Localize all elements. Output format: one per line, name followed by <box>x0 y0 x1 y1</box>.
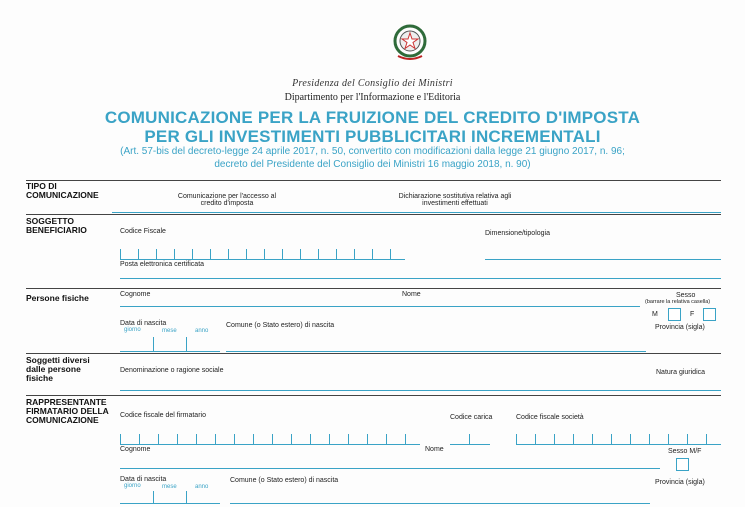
rapp-cognome-nome-input[interactable] <box>120 468 660 469</box>
divider <box>26 180 721 181</box>
rapp-data-nascita-input[interactable] <box>120 489 220 504</box>
rapp-nome-label: Nome <box>425 446 444 453</box>
rapp-sesso-checkbox[interactable] <box>676 458 689 471</box>
rappresentante-section-label: RAPPRESENTANTE FIRMATARIO DELLA COMUNICAZIONE <box>26 397 109 425</box>
provincia-label: Provincia (sigla) <box>655 324 705 331</box>
data-nascita-label: Data di nascita <box>120 320 167 327</box>
persone-fisiche-label: Persone fisiche <box>26 293 89 303</box>
divider <box>26 288 721 289</box>
form-subtitle-line1: (Art. 57-bis del decreto-legge 24 aprile 2017, n. 50, convertito con modificazioni dalla legge 21 giugno 2017, n. 96; <box>120 146 625 157</box>
comune-nascita-input[interactable] <box>226 351 646 352</box>
soggetto-section-label: SOGGETTO BENEFICIARIO <box>26 216 87 235</box>
divider <box>26 214 721 215</box>
divider <box>26 395 721 396</box>
cf-societa-input[interactable] <box>516 430 721 445</box>
rapp-anno-label: anno <box>195 484 209 490</box>
form-title-line1: COMUNICAZIONE PER LA FRUIZIONE DEL CREDITO D'IMPOSTA <box>104 108 641 127</box>
comune-nascita-label: Comune (o Stato estero) di nascita <box>226 322 335 329</box>
pec-input[interactable] <box>120 278 721 279</box>
cognome-nome-input[interactable] <box>120 306 640 307</box>
pec-label: Posta elettronica certificata <box>120 261 205 268</box>
denominazione-label: Denominazione o ragione sociale <box>120 367 224 374</box>
codice-fiscale-input[interactable] <box>120 242 405 260</box>
sesso-label: Sesso <box>676 292 696 299</box>
divider <box>26 353 721 354</box>
divider <box>112 212 721 213</box>
sesso-f-label: F <box>690 311 695 318</box>
codice-carica-input[interactable] <box>450 430 490 445</box>
sesso-m-label: M <box>652 311 658 318</box>
soggetti-diversi-label: Soggetti diversi dalle persone fisiche <box>26 355 90 383</box>
rapp-mese-label: mese <box>162 484 177 490</box>
sesso-m-checkbox[interactable] <box>668 308 681 321</box>
mese-label: mese <box>162 328 177 334</box>
cf-societa-label: Codice fiscale società <box>516 414 584 421</box>
data-nascita-input[interactable] <box>120 334 220 352</box>
codice-carica-label: Codice carica <box>450 414 493 421</box>
denominazione-input[interactable] <box>120 390 721 391</box>
dimensione-input[interactable] <box>485 259 721 260</box>
tipo-option-dichiarazione[interactable]: Dichiarazione sostitutiva relativa agli investimenti effettuati <box>398 193 512 207</box>
sesso-f-checkbox[interactable] <box>703 308 716 321</box>
anno-label: anno <box>195 328 209 334</box>
rapp-comune-label: Comune (o Stato estero) di nascita <box>230 477 339 484</box>
rapp-cognome-label: Cognome <box>120 446 151 453</box>
dipartimento-heading: Dipartimento per l'Informazione e l'Editoria <box>284 92 461 103</box>
presidenza-heading: Presidenza del Consiglio dei Ministri <box>292 78 453 89</box>
cf-firmatario-input[interactable] <box>120 430 420 445</box>
rapp-sesso-label: Sesso M/F <box>668 448 702 455</box>
italian-republic-emblem-icon <box>388 20 432 64</box>
rapp-data-nascita-label: Data di nascita <box>120 476 167 483</box>
rapp-comune-input[interactable] <box>230 503 650 504</box>
rapp-giorno-label: giorno <box>124 483 141 489</box>
tipo-option-accesso[interactable]: Comunicazione per l'accesso al credito d'imposta <box>177 193 277 207</box>
tipo-section-label: TIPO DI COMUNICAZIONE <box>26 181 99 200</box>
rapp-provincia-label: Provincia (sigla) <box>655 479 705 486</box>
codice-fiscale-label: Codice Fiscale <box>120 228 166 235</box>
dimensione-label: Dimensione/tipologia <box>485 230 550 237</box>
sesso-note: (barrare la relativa casella) <box>645 299 711 305</box>
form-subtitle-line2: decreto del Presidente del Consiglio dei Ministri 16 maggio 2018, n. 90) <box>214 159 531 170</box>
natura-giuridica-label: Natura giuridica <box>656 369 706 376</box>
nome-label: Nome <box>402 291 421 298</box>
cognome-label: Cognome <box>120 291 151 298</box>
form-title-line2: PER GLI INVESTIMENTI PUBBLICITARI INCREMENTALI <box>144 127 601 146</box>
cf-firmatario-label: Codice fiscale del firmatario <box>120 412 206 419</box>
giorno-label: giorno <box>124 327 141 333</box>
